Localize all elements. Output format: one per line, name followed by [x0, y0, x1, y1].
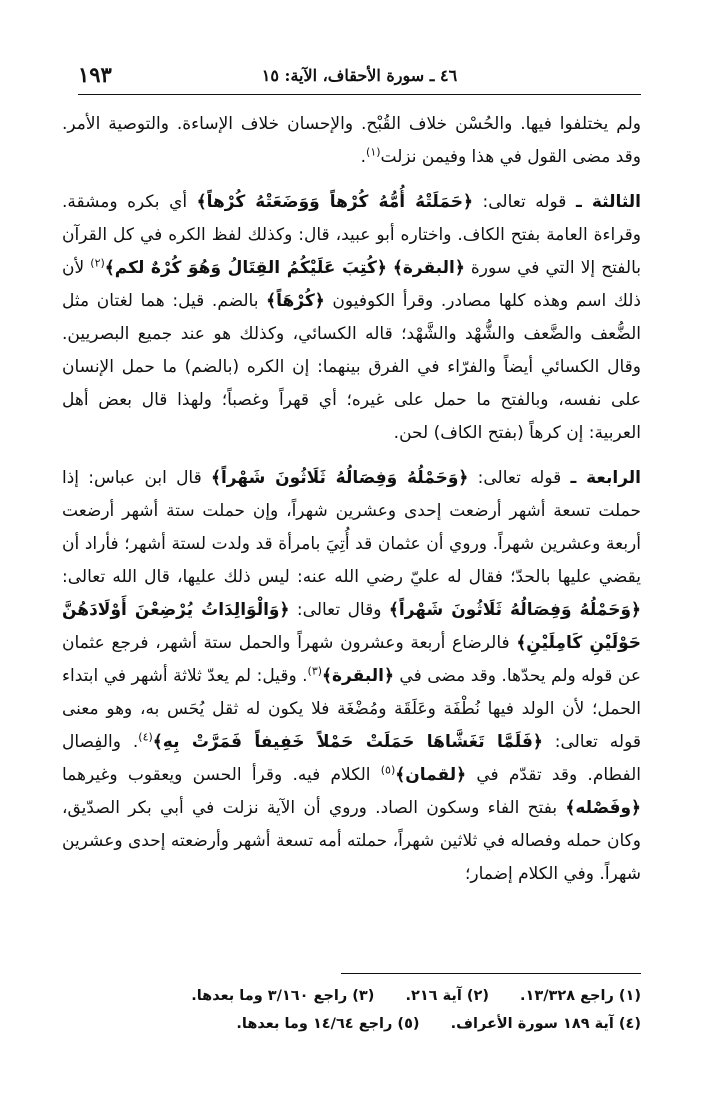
- text-run: لأن ذلك اسم وهذه كلها مصادر. وقرأ الكوفيون: [62, 258, 641, 311]
- text-run: قوله تعالى:: [468, 468, 571, 488]
- running-title: ٤٦ ـ سورة الأحقاف، الآية: ١٥: [261, 66, 458, 85]
- main-text: [62, 108, 641, 891]
- quran-quote: ﴿كُتِبَ عَلَيْكُمُ القِتَالُ وَهُوَ كُرْهٌ لكم﴾: [104, 258, 387, 278]
- text-run: أي بكره ومشقة. وقراءة العامة بفتح الكاف. واختاره أبو عبيد، قال: وكذلك لفظ الكره في كل القرآن بالفتح إلا التي في سورة: [62, 192, 642, 278]
- footnote-ref: (٥): [380, 763, 396, 777]
- text-run: . والفِصال الفطام. وقد تقدّم في: [62, 732, 641, 785]
- footnote-ref: (٢): [90, 256, 105, 270]
- footnote-ref: (١): [366, 145, 381, 159]
- footnotes: [120, 982, 641, 1038]
- section-lead: الرابعة ـ: [570, 468, 642, 488]
- footnote-1: (١) راجع ١٣/٣٢٨.: [520, 988, 641, 1004]
- quran-quote: ﴿وفَصْله﴾: [565, 798, 641, 818]
- quran-quote: ﴿وَالْوَالِدَاتُ يُرْضِعْنَ أَوْلَادَهُنَّ حَوْلَيْنِ كَامِلَيْنِ﴾: [62, 600, 641, 653]
- text-run: وقال تعالى:: [289, 600, 389, 620]
- quran-quote: ﴿فَلَمَّا تَغَشَّاهَا حَمَلَتْ حَمْلاً خَفِيفاً فَمَرَّتْ بِهِ﴾: [152, 732, 543, 752]
- footnote-line-1: [120, 982, 641, 1010]
- page-number: ١٩٣: [78, 62, 112, 87]
- footnote-line-2: [120, 1010, 641, 1038]
- footnote-ref: (٣): [307, 664, 323, 678]
- quran-quote: ﴿كُرْهَاً﴾: [266, 291, 325, 311]
- text-run: .: [360, 147, 367, 167]
- section-lead: الثالثة ـ: [575, 192, 642, 212]
- footnote-ref: (٤): [138, 730, 153, 744]
- footnote-2: (٢) آية ٢١٦.: [405, 988, 489, 1004]
- text-run: قال ابن عباس: إذا حملت تسعة أشهر أرضعت إحدى وعشرين شهراً، وإن حملت ستة أشهر أرضعت أربعة وعشرين شهراً. وروي أن عثمان قد أُتِيَ بامرأة قد ولدت لستة أشهر؛ فأراد أن يقضي عليها بالحدّ؛ فقال له عليّ رضي الله عنه: ليس ذلك عليها، قال الله تعالى:: [62, 468, 641, 587]
- page-header: [78, 60, 641, 95]
- paragraph-third: [62, 186, 641, 450]
- footnote-5: (٥) راجع ١٤/٦٤ وما بعدها.: [236, 1016, 420, 1032]
- text-run: فالرضاع أربعة وعشرون شهراً والحمل ستة أشهر، فرجع عثمان عن قوله ولم يحدّها. وقد مضى في: [62, 633, 641, 686]
- text-run: بالضم. قيل: هما لغتان مثل الضُّعف والضَّعف والشُّهْد والشَّهْد؛ قاله الكسائي، وكذلك هو عند جميع البصريين. وقال الكسائي أيضاً والفرّاء في الفرق بينهما: إن الكره (بالضم) ما حمل الإنسان على نفسه، وبالفتح ما حمل على غيره؛ أي قهراً وغصباً؛ ولهذا قال بعض أهل العربية: إن كرهاً (بفتح الكاف) لحن.: [62, 291, 641, 443]
- surah-name: ﴿البقرة﴾: [392, 258, 465, 278]
- text-run: . وقيل: لم يعدّ ثلاثة أشهر في ابتداء الحمل؛ لأن الولد فيها نُطْفَة وعَلَقَة ومُضْغَة فلا يكون له ثقل يُحَس به، وهو معنى قوله تعالى:: [62, 666, 641, 752]
- surah-name: ﴿البقرة﴾: [322, 666, 394, 686]
- footnote-separator: [341, 973, 641, 974]
- paragraph-fourth: [62, 462, 641, 891]
- quran-quote: ﴿وَحَمْلُهُ وَفِصَالُهُ ثَلَاثُونَ شَهْراً﴾: [388, 600, 641, 620]
- quran-quote: ﴿حَمَلَتْهُ أُمُّهُ كُرْهاً وَوَضَعَتْهُ كُرْهاً﴾: [196, 192, 473, 212]
- text-run: بفتح الفاء وسكون الصاد. وروي أن الآية نزلت في أبي بكر الصدّيق، وكان حمله وفصاله في ثلاثين شهراً، حملته أمه تسعة أشهر وأرضعته إحدى وعشرين شهراً. وفي الكلام إضمار؛: [62, 798, 641, 884]
- text-run: ولم يختلفوا فيها. والحُسْن خلاف القُبْح. والإحسان خلاف الإساءة. والتوصية الأمر. وقد مضى القول في هذا وفيمن نزلت: [62, 114, 641, 167]
- surah-name: ﴿لقمان﴾: [395, 765, 467, 785]
- quran-quote: ﴿وَحَمْلُهُ وَفِصَالُهُ ثَلَاثُونَ شَهْراً﴾: [211, 468, 469, 488]
- text-run: قوله تعالى:: [472, 192, 576, 212]
- footnote-4: (٤) آية ١٨٩ سورة الأعراف.: [450, 1016, 641, 1032]
- footnote-3: (٣) راجع ٣/١٦٠ وما بعدها.: [191, 988, 375, 1004]
- paragraph-1: [62, 108, 641, 174]
- text-run: الكلام فيه. وقرأ الحسن ويعقوب وغيرهما: [62, 765, 381, 785]
